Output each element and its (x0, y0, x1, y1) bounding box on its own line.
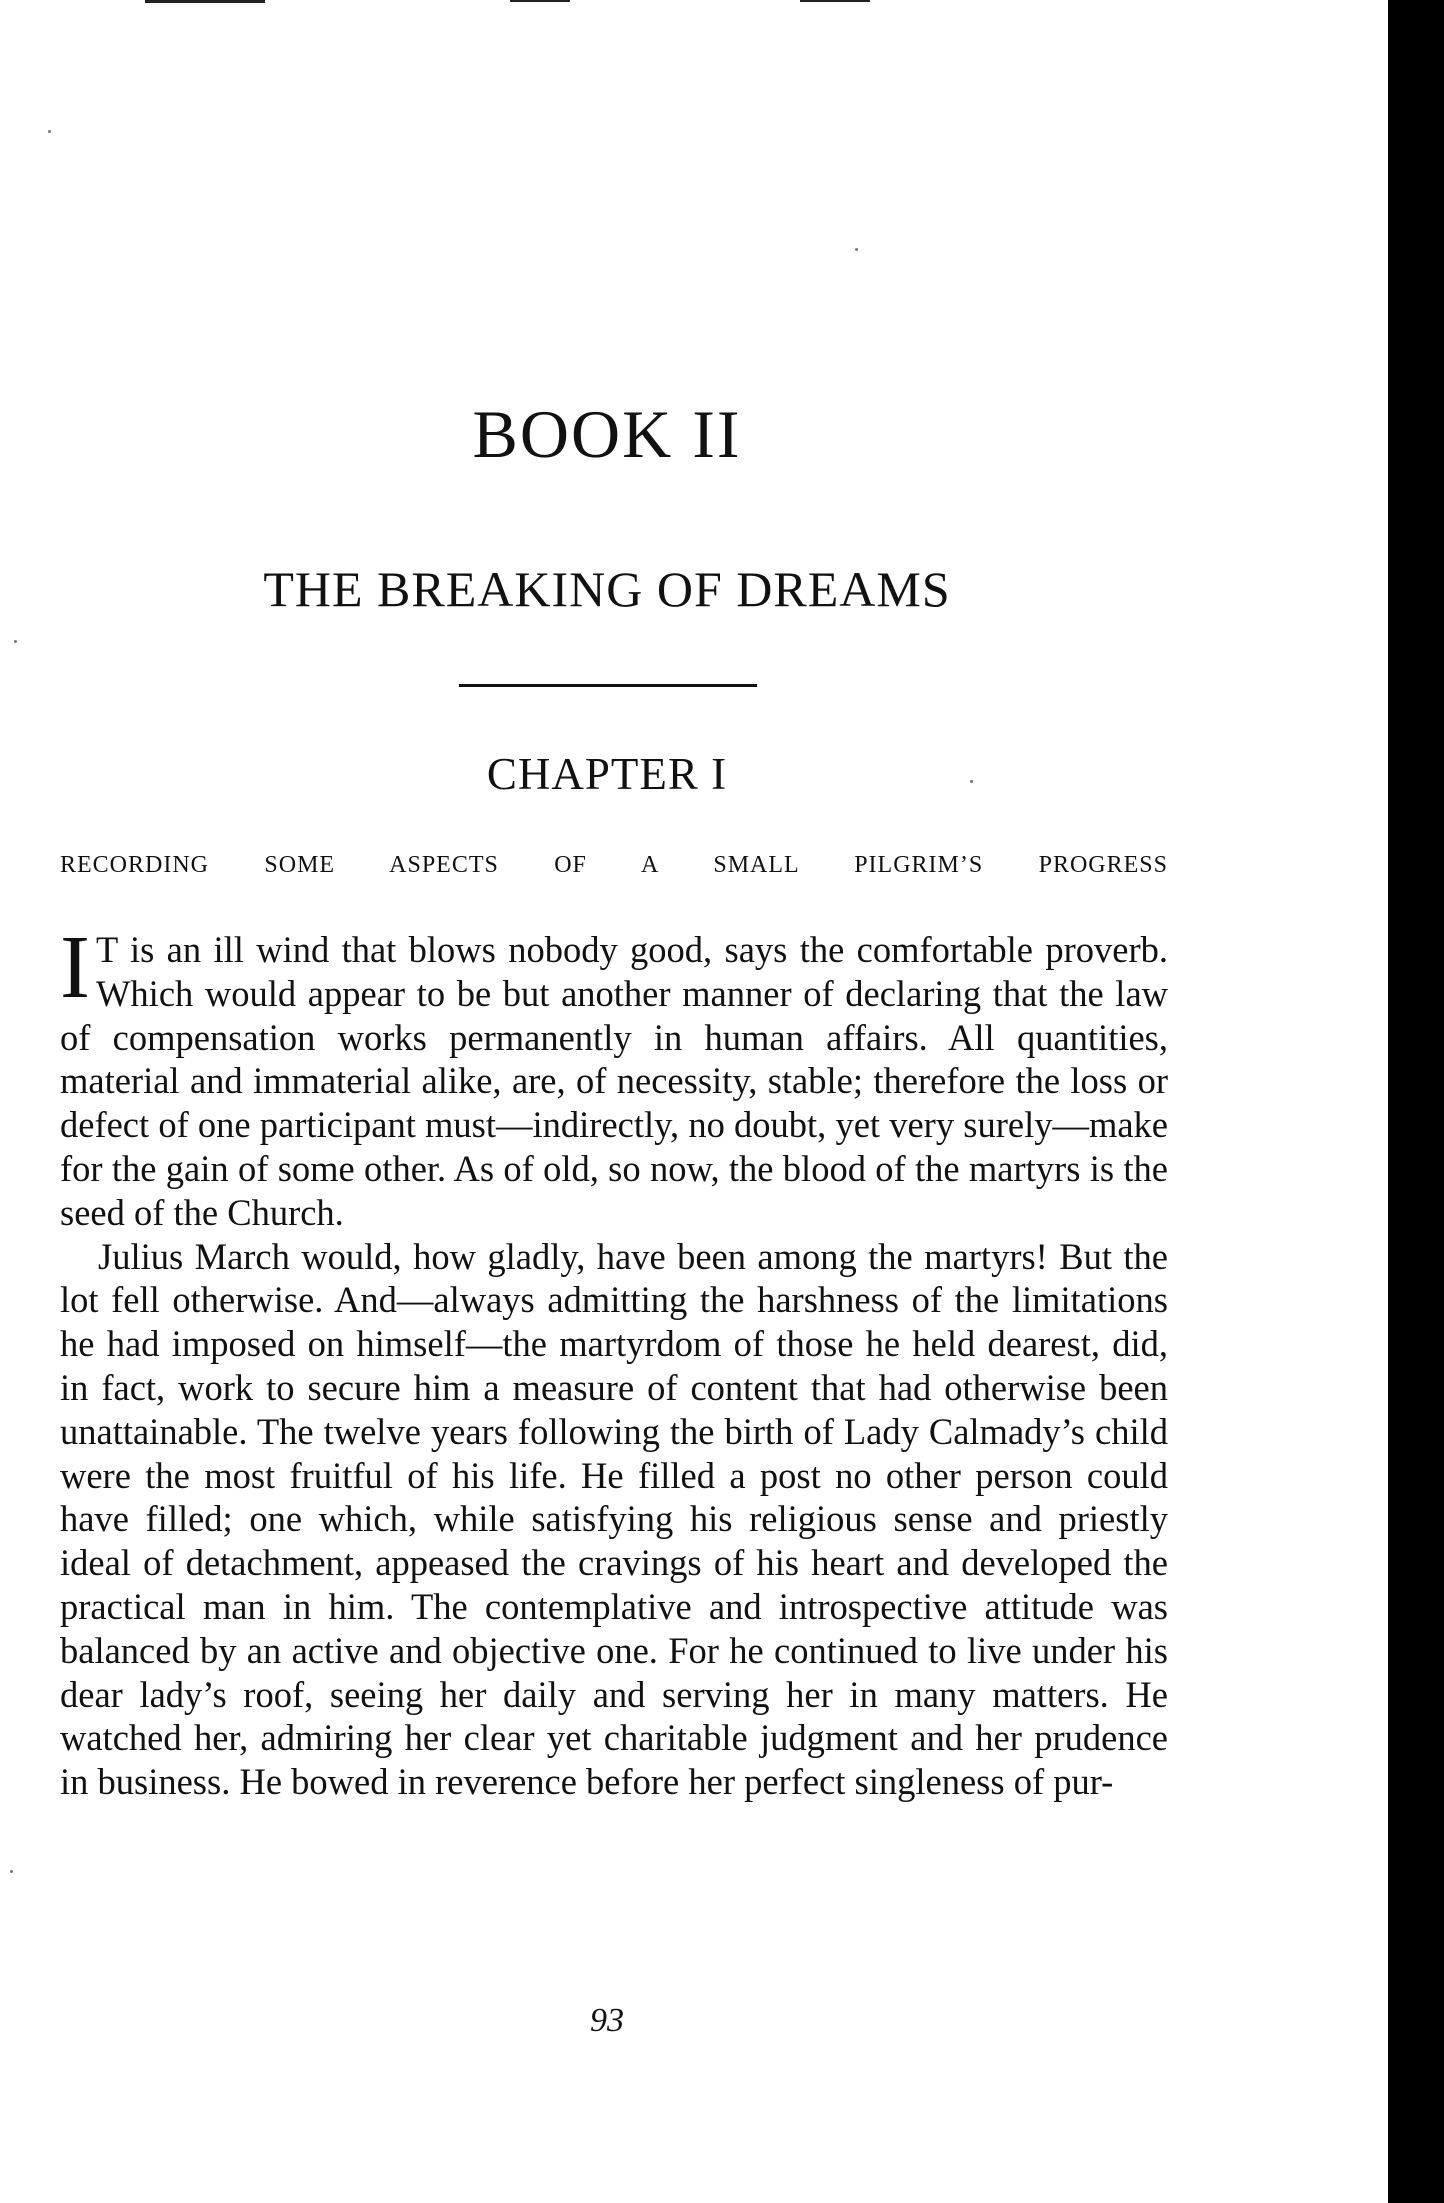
paper-speck (48, 130, 51, 133)
body-text (60, 918, 1168, 1804)
paper-speck (14, 640, 17, 643)
scan-edge-shadow (1388, 0, 1444, 2203)
drop-cap: I (60, 918, 90, 1017)
paper-speck (10, 1870, 13, 1873)
paragraph (60, 1235, 1168, 1804)
book-title: BOOK II (472, 396, 742, 472)
paragraph-text: T is an ill wind that blows nobody good, says the comfortable proverb. Which would appear to be but another manner of declaring that the law of compensation works permanently in human affairs. All quantities, material and immaterial alike, are, of necessity, stable; therefore the loss or defect of one participant must—indirectly, no doubt, yet very surely—make for the gain of some other. As of old, so now, the blood of the martyrs is the seed of the Church. (60, 929, 1168, 1233)
paragraph-text: Julius March would, how gladly, have been among the martyrs! But the lot fell otherwise. And—always admitting the harshness of the limitations he had imposed on himself—the martyrdom of those he held dearest, did, in fact, work to secure him a measure of content that had otherwise been unattainable. The twelve years following the birth of Lady Calmady’s child were the most fruitful of his life. He filled a post no other person could have filled; one which, while satisfying his religious sense and priestly ideal of detachment, appeased the cravings of his heart and developed the practical man in him. The contemplative and introspective attitude was balanced by an active and objective one. For he continued to live under his dear lady’s roof, seeing her daily and serving her in many matters. He watched her, admiring her clear yet charitable judgment and her prudence in business. He bowed in reverence before her perfect singleness of pur- (60, 1235, 1168, 1803)
book-subtitle: THE BREAKING OF DREAMS (263, 561, 951, 617)
scan-artifact-line (800, 0, 870, 2)
scan-artifact-line (510, 0, 570, 2)
page-number: 93 (590, 2002, 624, 2039)
paper-speck (970, 780, 973, 783)
chapter-subtitle: RECORDING SOME ASPECTS OF A SMALL PILGRIM’S PROGRESS (60, 852, 1168, 878)
chapter-heading: CHAPTER I (486, 749, 728, 799)
scan-artifact-line (145, 0, 265, 3)
paper-speck (855, 248, 858, 251)
paragraph (60, 918, 1168, 1235)
title-divider (459, 684, 757, 687)
